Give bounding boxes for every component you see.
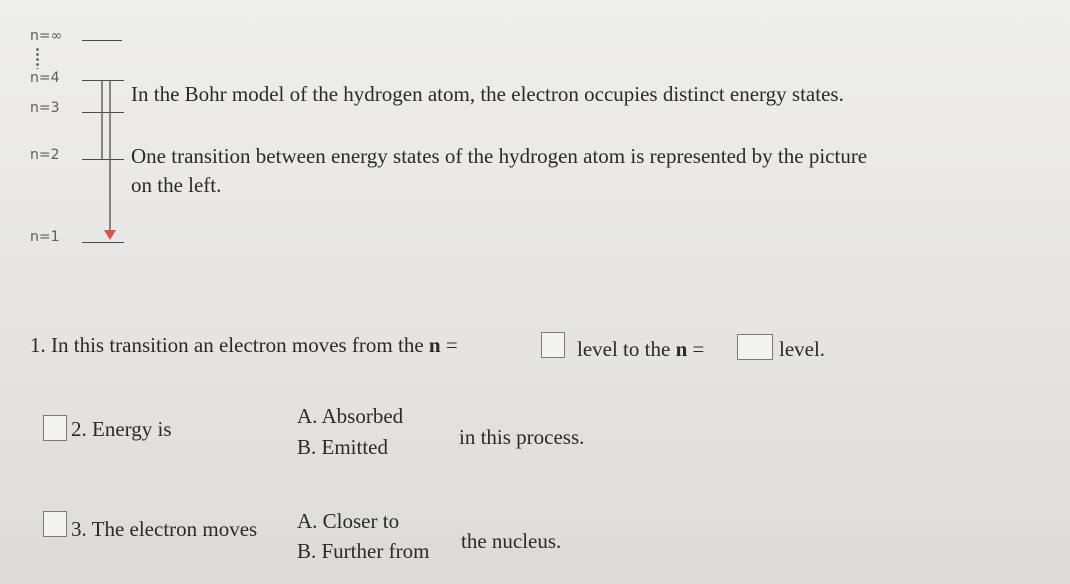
down-arrow-icon — [104, 230, 116, 240]
q3-label: 3. The electron moves — [71, 517, 258, 541]
q1-prefix-text: 1. In this transition an electron moves from the n = — [30, 333, 458, 357]
level-label-4: n=4 — [30, 70, 60, 86]
level-label-3: n=3 — [30, 100, 60, 116]
level-label-infinity: n=∞ — [30, 28, 63, 44]
q3-option-closer: A. Closer to — [297, 509, 400, 533]
q2-answer-box[interactable] — [43, 415, 67, 441]
q3-option-further: B. Further from — [297, 539, 430, 563]
intro-line-3: on the left. — [131, 173, 222, 197]
q1-suffix-text: level. — [779, 337, 826, 361]
q2-label: 2. Energy is — [71, 417, 172, 441]
level-label-2: n=2 — [30, 147, 60, 163]
q3-tail-text: the nucleus. — [461, 529, 562, 553]
transition-arrows — [0, 0, 140, 260]
intro-line-1: In the Bohr model of the hydrogen atom, the electron occupies distinct energy states. — [131, 82, 844, 106]
q1-to-level-input[interactable] — [737, 334, 773, 360]
level-label-1: n=1 — [30, 229, 60, 245]
q2-option-emitted: B. Emitted — [297, 435, 388, 459]
q2-tail-text: in this process. — [459, 425, 585, 449]
intro-line-2: One transition between energy states of the hydrogen atom is represented by the picture — [131, 144, 868, 168]
q1-from-level-input[interactable] — [541, 332, 565, 358]
q3-answer-box[interactable] — [43, 511, 67, 537]
q1-middle-text: level to the n = — [577, 337, 705, 361]
q2-option-absorbed: A. Absorbed — [297, 404, 404, 428]
